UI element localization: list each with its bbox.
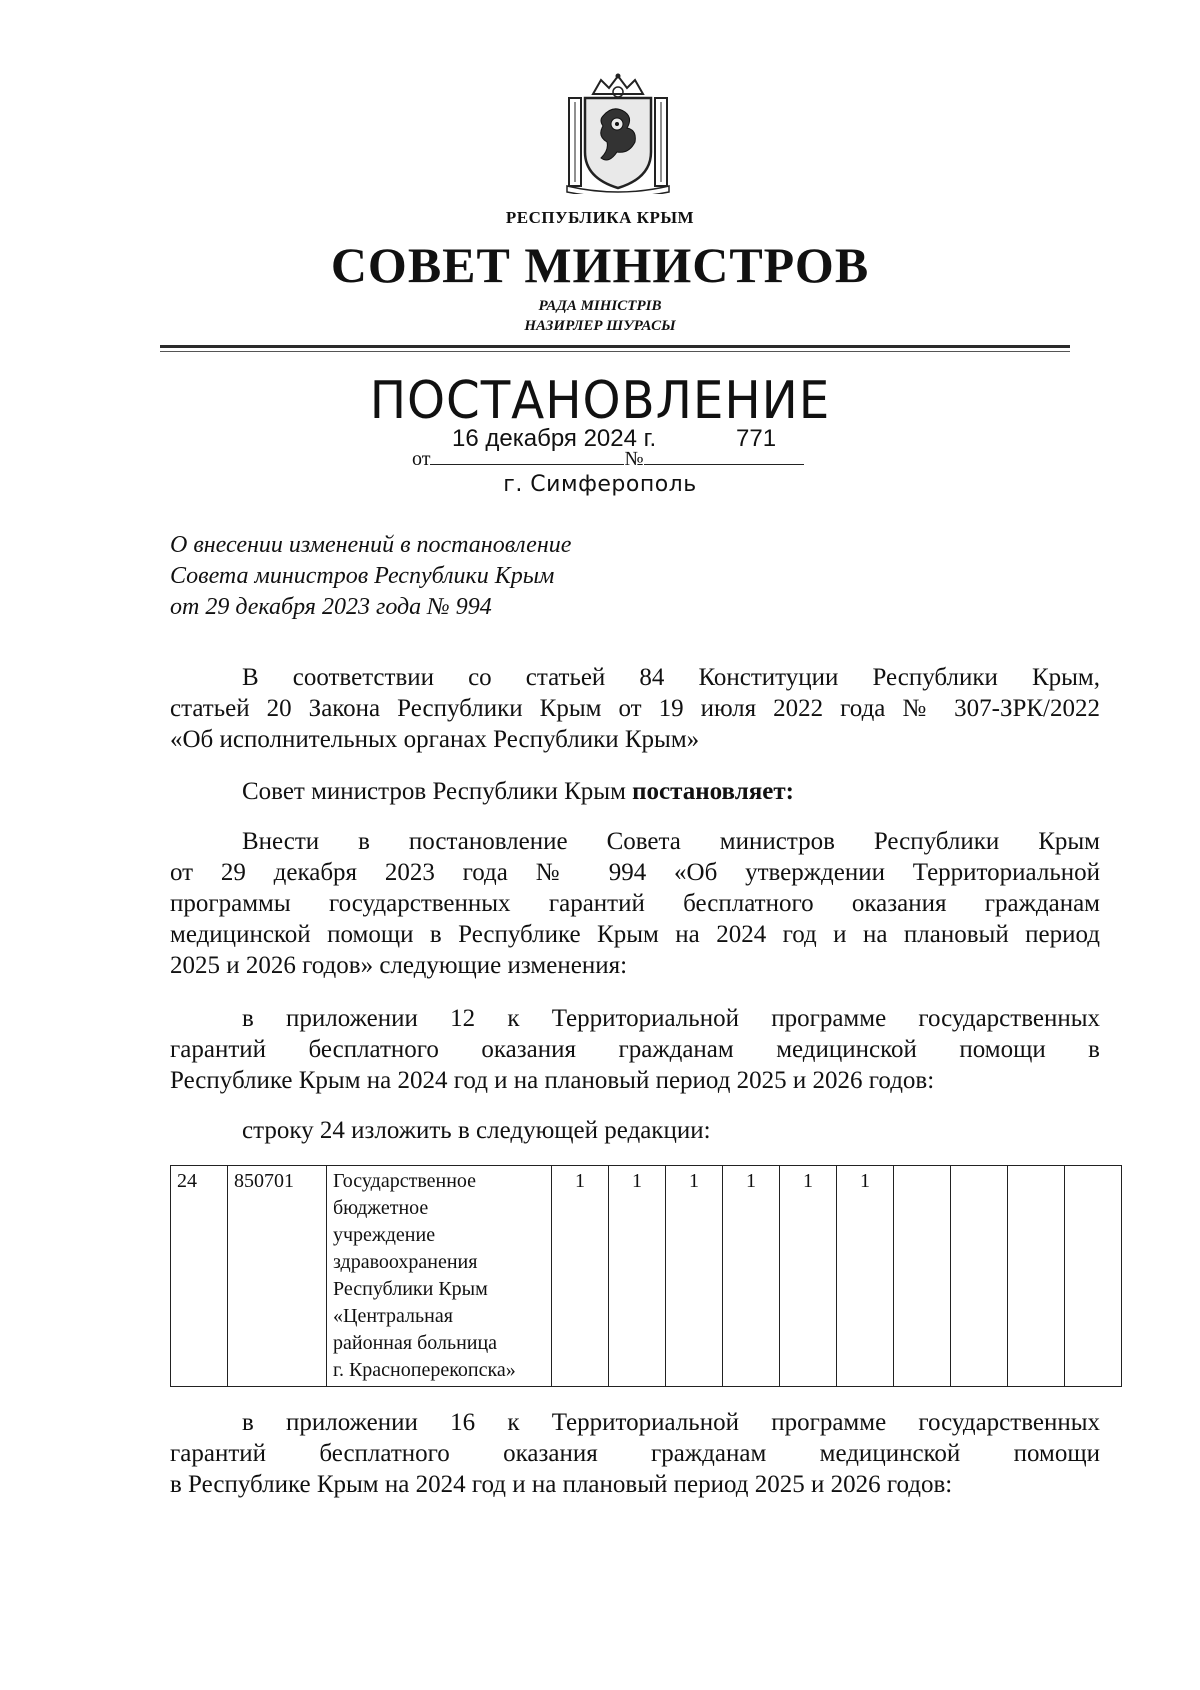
row-name-cell <box>327 1166 552 1387</box>
name-line: Государственное <box>333 1170 477 1192</box>
paragraph-line: Республике Крым на 2024 год и на плановый период 2025 и 2026 годов: <box>170 1067 935 1094</box>
paragraph-line <box>170 776 1100 807</box>
paragraph-line: в приложении 16 к Территориальной программе государственных <box>242 1409 1100 1436</box>
number-label: № <box>624 448 644 470</box>
value-cell <box>894 1166 951 1387</box>
subject-line: от 29 декабря 2023 года № 994 <box>170 594 492 620</box>
paragraph-line: гарантий бесплатного оказания гражданам медицинской помощи в <box>170 1036 1100 1063</box>
row-instruction-paragraph <box>170 1115 1100 1146</box>
shurasy-crimean-tatar: НАЗИРЛЕР ШУРАСЫ <box>524 318 676 334</box>
preamble-paragraph <box>170 662 1100 755</box>
paragraph-line: «Об исполнительных органах Республики Крым» <box>170 726 700 753</box>
decree-subject <box>170 530 571 623</box>
value-cell: 1 <box>552 1166 609 1387</box>
appendix-16-paragraph <box>170 1407 1100 1500</box>
paragraph-line: строку 24 изложить в следующей редакции: <box>242 1117 711 1144</box>
subject-line: Совета министров Республики Крым <box>170 563 555 589</box>
number-underline <box>644 446 804 465</box>
decree-title: ПОСТАНОВЛЕНИЕ <box>369 371 831 431</box>
resolves-bold: постановляет: <box>632 778 794 805</box>
decree-number: 771 <box>736 425 777 452</box>
paragraph-line: гарантий бесплатного оказания гражданам медицинской помощи <box>170 1440 1100 1467</box>
header-divider <box>160 345 1070 348</box>
paragraph-line: Внести в постановление Совета министров Республики Крым <box>242 828 1100 855</box>
date-number-line <box>412 446 804 471</box>
paragraph-line: статьей 20 Закона Республики Крым от 19 июля 2022 года № 307-ЗРК/2022 <box>170 695 1100 722</box>
row-number-cell: 24 <box>171 1166 228 1387</box>
from-label: от <box>412 448 431 470</box>
header-divider-thin <box>160 351 1070 352</box>
name-line: бюджетное <box>333 1197 429 1219</box>
value-cell: 1 <box>780 1166 837 1387</box>
council-name: СОВЕТ МИНИСТРОВ <box>330 237 870 293</box>
resolves-paragraph <box>170 776 1100 807</box>
name-line: Республики Крым <box>333 1278 488 1300</box>
paragraph-line: в приложении 12 к Территориальной программе государственных <box>242 1005 1100 1032</box>
resolves-text: Совет министров Республики Крым <box>242 778 633 805</box>
rada-ukrainian: РАДА МІНІСТРІВ <box>538 298 662 314</box>
paragraph-line: 2025 и 2026 годов» следующие изменения: <box>170 952 628 979</box>
paragraph-line: программы государственных гарантий бесплатного оказания гражданам <box>170 890 1100 917</box>
row-code-cell: 850701 <box>228 1166 327 1387</box>
name-line: здравоохранения <box>333 1251 478 1273</box>
value-cell <box>1008 1166 1065 1387</box>
name-line: районная больница <box>333 1332 498 1354</box>
paragraph-line: В соответствии со статьей 84 Конституции Республики Крым, <box>242 664 1100 691</box>
appendix-12-paragraph <box>170 1003 1100 1096</box>
value-cell <box>1065 1166 1122 1387</box>
replacement-row-table <box>170 1165 1122 1387</box>
coat-of-arms-emblem <box>563 72 673 194</box>
table-row <box>171 1166 1122 1387</box>
subject-line: О внесении изменений в постановление <box>170 532 572 558</box>
city: г. Симферополь <box>503 472 697 497</box>
paragraph-line: медицинской помощи в Республике Крым на 2024 год и на плановый период <box>170 921 1100 948</box>
amendment-paragraph <box>170 826 1100 981</box>
council-name-translations <box>0 296 1200 336</box>
value-cell: 1 <box>666 1166 723 1387</box>
paragraph-line: в Республике Крым на 2024 год и на плановый период 2025 и 2026 годов: <box>170 1471 953 1498</box>
date-underline <box>430 446 624 465</box>
decree-date: 16 декабря 2024 г. <box>452 425 657 452</box>
value-cell: 1 <box>723 1166 780 1387</box>
value-cell: 1 <box>609 1166 666 1387</box>
name-line: г. Красноперекопска» <box>333 1359 516 1381</box>
paragraph-line: от 29 декабря 2023 года № 994 «Об утверждении Территориальной <box>170 859 1100 886</box>
name-line: «Центральная <box>333 1305 453 1327</box>
name-line: учреждение <box>333 1224 436 1246</box>
republic-name: РЕСПУБЛИКА КРЫМ <box>505 208 695 227</box>
value-cell <box>951 1166 1008 1387</box>
value-cell: 1 <box>837 1166 894 1387</box>
